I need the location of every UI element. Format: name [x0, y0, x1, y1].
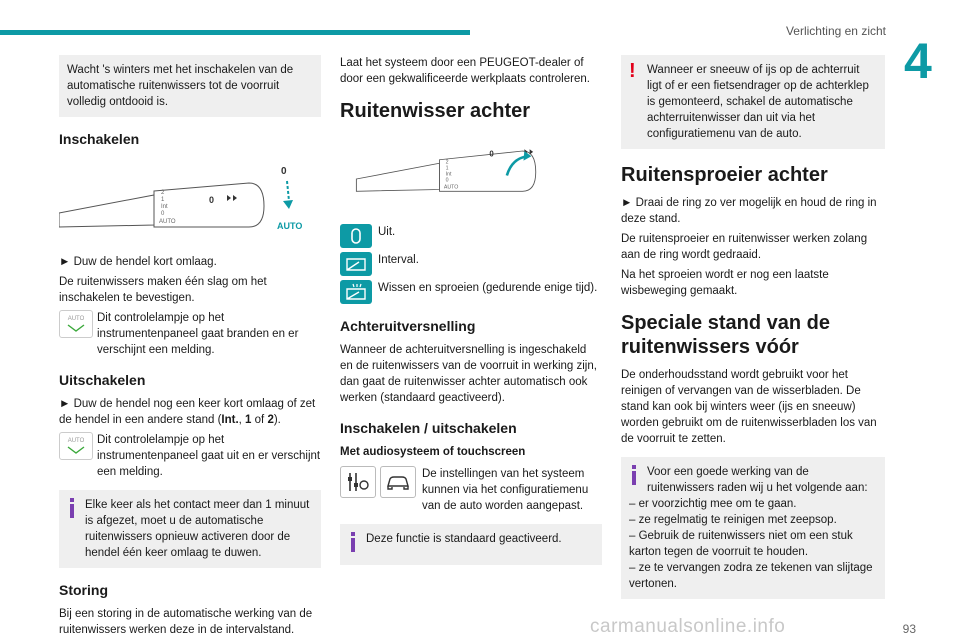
heading-inschakelen: Inschakelen	[59, 131, 140, 147]
page-number: 93	[902, 622, 916, 636]
heading-achteruit: Achteruitversnelling	[340, 318, 476, 334]
auto-wiper-lamp-icon: AUTO	[59, 432, 93, 460]
sproeier-text-2: De ruitensproeier en ruitenwisser werken zolang aan de ring wordt gedraaid.	[621, 233, 868, 261]
auto-wiper-lamp-icon: AUTO	[59, 310, 93, 338]
step-disable: ► Duw de hendel nog een keer kort omlaag of zet de hendel in een andere stand (Int., 1 of 2).	[59, 398, 316, 426]
dealer-text: Laat het systeem door een PEUGEOT-dealer of door een gekwalificeerde werkplaats controleren.	[340, 57, 590, 85]
lever-pos-2: 2	[161, 190, 165, 196]
ring-pos-0: 0	[209, 195, 215, 205]
car-icon	[380, 466, 416, 498]
settings-sliders-icon	[340, 466, 376, 498]
heading-audio: Met audiosysteem of touchscreen	[340, 446, 526, 458]
audio-row	[340, 466, 602, 514]
column-3	[621, 55, 885, 609]
top-pos-0: 0	[281, 166, 287, 177]
tips-list	[629, 496, 877, 592]
heading-inschakelen-uitschakelen: Inschakelen / uitschakelen	[340, 420, 517, 436]
lamp-on-text: Dit controlelampje op het instrumentenpaneel gaat branden en er verschijnt een melding.	[97, 312, 299, 356]
heading-storing: Storing	[59, 582, 108, 598]
step-press-down: ► Duw de hendel kort omlaag.	[59, 256, 217, 268]
info-icon	[70, 498, 74, 518]
warning-note-text: Wanneer er sneeuw of ijs op de achterruit ligt of er een fietsendrager op de achterklep is gemonteerd, schakel de automatische achterruitenwisser dan uit via het configuratiemenu van de auto.	[647, 64, 869, 140]
lever-pos-2: 2	[445, 159, 449, 166]
lever-pos-0: 0	[161, 211, 165, 217]
winter-note-text: Wacht 's winters met het inschakelen van de automatische ruitenwissers tot de voorruit volledig ontdooid is.	[67, 64, 294, 108]
wiper-lever-auto-illustration	[59, 161, 321, 241]
info-icon	[351, 532, 355, 552]
info-note-contact-text: Elke keer als het contact meer dan 1 minuut is afgezet, moet u de automatische ruitenwissers opnieuw activeren door de hendel één keer omlaag te duwen.	[85, 499, 310, 559]
lever-pos-int: Int	[161, 204, 168, 210]
storing-text: Bij een storing in de automatische werking van de ruitenwissers werken deze in de intervalstand.	[59, 608, 313, 636]
lever-pos-1: 1	[161, 197, 165, 203]
rear-off-row	[340, 224, 602, 248]
watermark: carmanualsonline.info	[590, 616, 786, 637]
lever-pos-auto: AUTO	[159, 219, 176, 225]
heading-uitschakelen: Uitschakelen	[59, 372, 146, 388]
rear-off-text: Uit.	[378, 226, 396, 238]
lever-pos-auto: AUTO	[443, 184, 459, 191]
rear-wiper-lever-illustration	[340, 137, 602, 207]
warning-icon: !	[629, 60, 636, 82]
lever-pos-int: Int	[445, 171, 452, 178]
rear-wiper-off-icon	[340, 224, 372, 248]
section-title: Verlichting en zicht	[785, 24, 886, 38]
rear-wiper-interval-icon	[340, 252, 372, 276]
auto-label: AUTO	[277, 221, 303, 231]
step-press-down-desc: De ruitenwissers maken één slag om het inschakelen te bevestigen.	[59, 276, 267, 304]
tip-item: – ze te vervangen zodra ze tekenen van slijtage vertonen.	[629, 562, 873, 590]
rear-wash-wipe-icon	[340, 280, 372, 304]
heading-ruitensproeier-achter: Ruitensproeier achter	[621, 164, 828, 186]
info-icon	[632, 465, 636, 485]
down-arrow-icon	[283, 200, 293, 209]
info-note-tips	[621, 457, 885, 599]
rear-interval-text: Interval.	[378, 254, 419, 266]
achteruit-text: Wanneer de achteruitversnelling is ingeschakeld en de ruitenwissers van de voorruit in werking zijn, dan gaat de ruitenwisser achter automatisch ook werken (standaard geactiveerd).	[340, 344, 597, 404]
winter-note	[59, 55, 321, 117]
audio-text: De instellingen van het systeem kunnen via het configuratiemenu van de auto worden aangepast.	[422, 468, 589, 512]
lamp-on-row	[59, 310, 321, 358]
rear-wash-text: Wissen en sproeien (gedurende enige tijd).	[378, 282, 598, 294]
column-2	[340, 55, 602, 575]
sproeier-text-3: Na het sproeien wordt er nog een laatste wisbeweging gemaakt.	[621, 269, 829, 297]
rear-wash-row	[340, 280, 602, 304]
header-accent-bar	[0, 30, 470, 35]
tip-item: – ze regelmatig te reinigen met zeepsop.	[629, 514, 837, 526]
lever-pos-1: 1	[445, 165, 449, 172]
rear-interval-row	[340, 252, 602, 276]
heading-ruitenwisser-achter: Ruitenwisser achter	[340, 100, 531, 122]
info-note-default	[340, 524, 602, 565]
chapter-number: 4	[904, 33, 932, 89]
info-note-contact	[59, 490, 321, 568]
tip-item: – Gebruik de ruitenwissers niet om een stuk karton tegen de voorruit te houden.	[629, 530, 853, 558]
warning-note-snow	[621, 55, 885, 149]
heading-speciale-stand: Speciale stand van de ruitenwissers vóór	[621, 312, 830, 358]
lamp-off-text: Dit controlelampje op het instrumentenpaneel gaat uit en er verschijnt een melding.	[97, 434, 321, 478]
info-note-default-text: Deze functie is standaard geactiveerd.	[366, 533, 562, 545]
lever-pos-0: 0	[445, 177, 449, 184]
ring-pos-0: 0	[489, 149, 494, 159]
lamp-off-row	[59, 432, 321, 480]
tip-item: – er voorzichtig mee om te gaan.	[629, 498, 797, 510]
speciaal-text: De onderhoudsstand wordt gebruikt voor het reinigen of vervangen van de wisserbladen. De stand kan ook bij winters weer (ijs en sneeuw) worden gebruikt om de ruitenwisserbladen los van de voorruit te zetten.	[621, 369, 877, 445]
sproeier-text: ► Draai de ring zo ver mogelijk en houd de ring in deze stand.	[621, 197, 877, 225]
tips-intro: Voor een goede werking van de ruitenwissers raden wij u het volgende aan:	[647, 466, 868, 494]
column-1	[59, 55, 321, 642]
